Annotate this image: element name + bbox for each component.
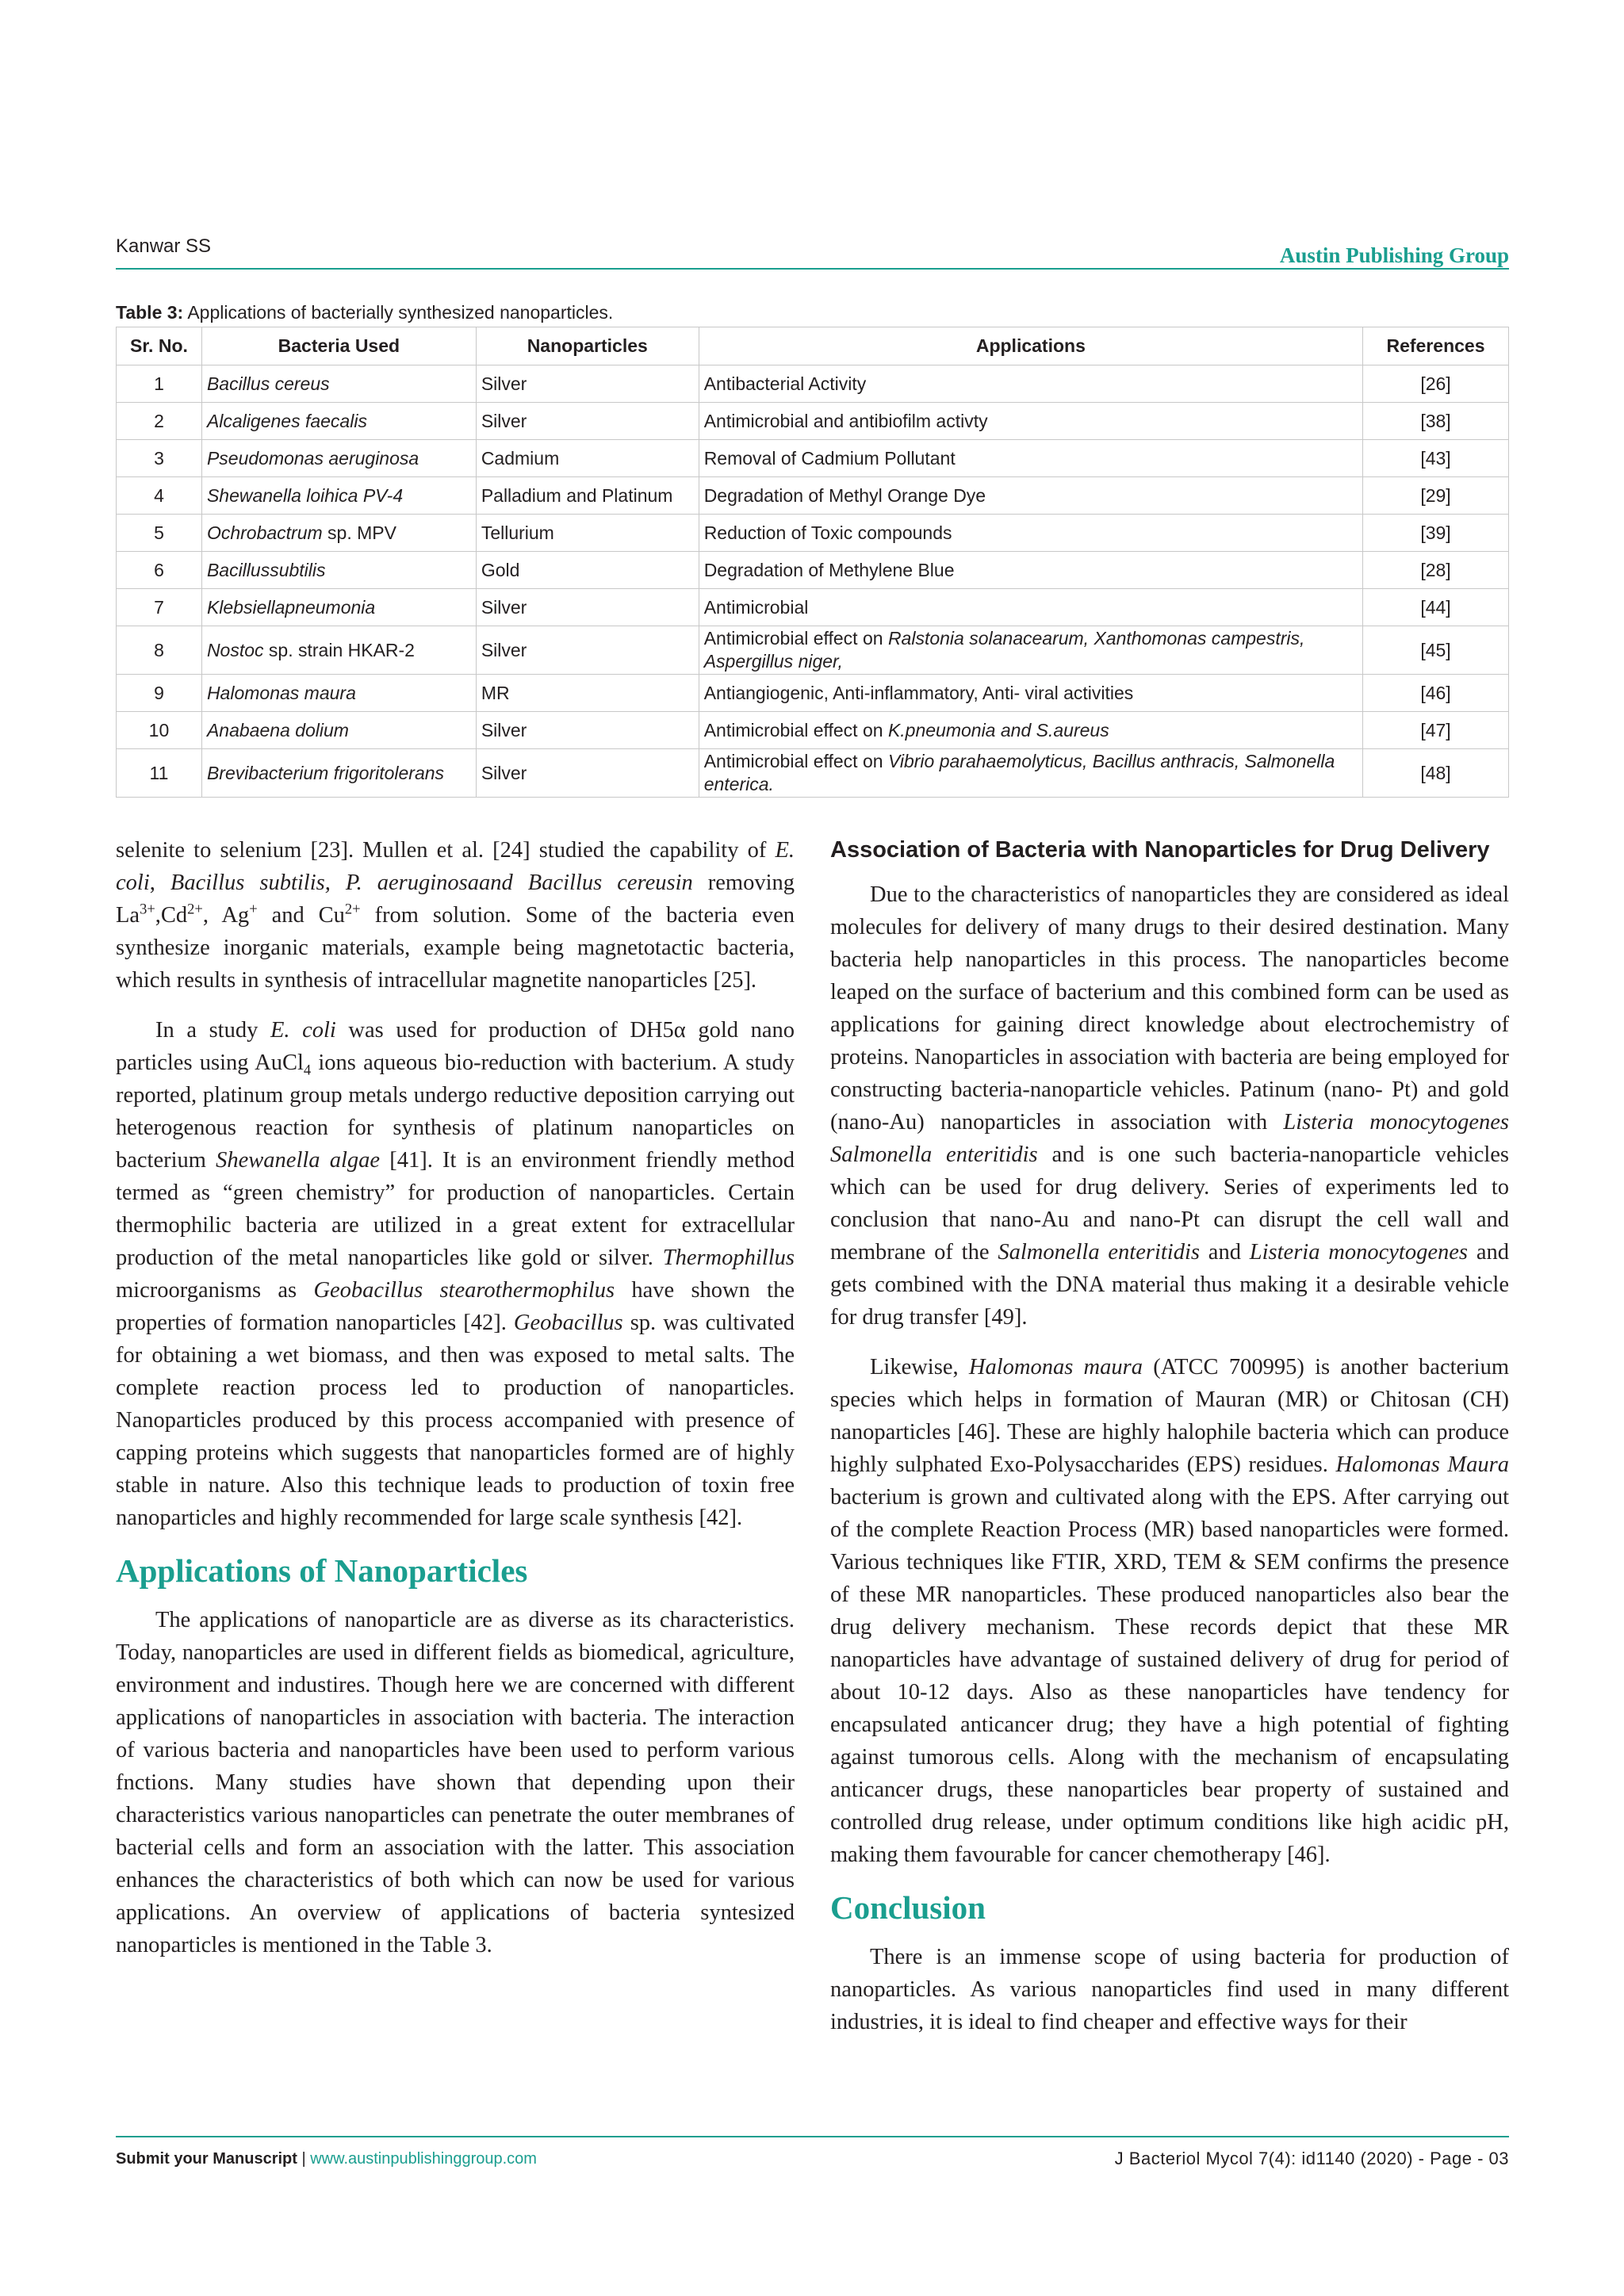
section-heading-drug-delivery: Association of Bacteria with Nanoparticles for Drug Delivery [830, 837, 1490, 863]
col-header-applications: Applications [699, 327, 1362, 365]
cell-sr: 1 [117, 365, 202, 403]
cell-bacteria [201, 749, 476, 798]
cell-nanoparticles: Silver [476, 749, 699, 798]
species-name: Halomonas Maura [1335, 1452, 1509, 1477]
cell-bacteria [201, 675, 476, 712]
application-text: Antimicrobial [703, 596, 809, 618]
cell-reference: [26] [1363, 365, 1509, 403]
table-row [117, 552, 1509, 589]
species-name: Bacillus subtilis, P. aeruginosaand Bacillus cereusin [170, 871, 693, 895]
cell-application [699, 675, 1362, 712]
text-run: bacterium is grown and cultivated along with the EPS. After carrying out of the complete Reaction Process (MR) based nanoparticles were formed. Various techniques like FTIR, XRD, TEM & SEM confirms the presence of these MR nanoparticles. These produced nanoparticles also bear the drug delivery mechanism. These records depict that these MR nanoparticles have advantage of sustained delivery of drug for period of about 10-12 days. Also as these nanoparticles have tendency for encapsulated anticancer drug; they have a high potential of fighting against tumorous cells. Along with the mechanism of encapsulating anticancer drugs, these nanoparticles bear property of sustained and controlled drug release, under optimum conditions like high acidic pH, making them favourable for cancer chemotherapy [46]. [830, 1485, 1509, 1867]
right-column [830, 834, 1509, 2038]
cell-sr: 9 [117, 675, 202, 712]
application-text: Removal of Cadmium Pollutant [703, 447, 956, 469]
cell-bacteria [201, 477, 476, 515]
application-organisms: Ralstonia solanacearum, Xanthomonas campestris, Aspergillus niger, [703, 628, 1305, 672]
bacteria-name: Brevibacterium frigoritolerans [206, 762, 445, 783]
bacteria-name: Klebsiellapneumonia [206, 596, 376, 618]
cell-application [699, 515, 1362, 552]
running-header-publisher: Austin Publishing Group [1279, 243, 1509, 267]
table-row [117, 626, 1509, 675]
text-run: In a study [155, 1018, 270, 1043]
application-text: Antimicrobial effect on [703, 628, 888, 649]
species-name: E. coli [116, 838, 795, 895]
text-run: was used for production of DH5α gold nano particles using AuCl [116, 1018, 795, 1075]
species-name: Halomonas maura [968, 1355, 1143, 1380]
cell-bacteria [201, 403, 476, 440]
cell-nanoparticles: Tellurium [476, 515, 699, 552]
text-run: and gets combined with the DNA material thus making it a desirable vehicle for drug transfer [49]. [830, 1240, 1509, 1330]
section-heading-conclusion: Conclusion [830, 1889, 986, 1926]
cell-bacteria [201, 626, 476, 675]
text-run: , [149, 871, 170, 895]
species-name: Listeria monocytogenes [1249, 1240, 1468, 1265]
cell-nanoparticles: MR [476, 675, 699, 712]
species-name: Geobacillus [513, 1311, 623, 1335]
bacteria-suffix: sp. strain HKAR-2 [263, 639, 415, 660]
col-header-references: References [1363, 327, 1509, 365]
cell-sr: 2 [117, 403, 202, 440]
table-row [117, 403, 1509, 440]
text-run: ions aqueous bio-reduction with bacterium. A study reported, platinum group metals undergo reductive deposition carrying out heterogenous reaction for synthesis of platinum nanoparticles on bacterium [116, 1050, 795, 1173]
section-heading-applications: Applications of Nanoparticles [116, 1552, 528, 1589]
header-rule [116, 268, 1509, 270]
species-name: E. coli [270, 1018, 336, 1043]
text-run: and is one such bacteria-nanoparticle vehicles which can be used for drug delivery. Series of experiments led to conclusion that nano-Au and nano-Pt can disrupt the cell wall and membrane of the [830, 1142, 1510, 1265]
applications-table [116, 327, 1509, 798]
cell-nanoparticles: Silver [476, 589, 699, 626]
bacteria-name: Bacillus cereus [206, 373, 330, 394]
table-row [117, 749, 1509, 798]
superscript: 3+ [140, 901, 155, 918]
table-row [117, 589, 1509, 626]
bacteria-name: Ochrobactrum [206, 522, 323, 543]
paragraph [830, 878, 1509, 1334]
text-run: , Ag [202, 903, 250, 928]
table-row [117, 675, 1509, 712]
application-text: Antibacterial Activity [703, 373, 867, 394]
application-organisms: K.pneumonia and S.aureus [887, 719, 1109, 740]
text-run: (ATCC 700995) is another bacterium species which helps in formation of Mauran (MR) or Chitosan (CH) nanoparticles [46]. These are highly halophile bacteria which can produce highly sulphated Exo-Polysaccharides (EPS) residues. [830, 1355, 1509, 1477]
cell-reference: [38] [1363, 403, 1509, 440]
cell-nanoparticles: Gold [476, 552, 699, 589]
text-run: selenite to selenium [23]. Mullen et al. [24] studied the capability of [116, 838, 776, 863]
text-run: have shown the properties of formation nanoparticles [42]. [116, 1278, 795, 1335]
cell-application [699, 403, 1362, 440]
cell-sr: 11 [117, 749, 202, 798]
col-header-nanoparticles: Nanoparticles [476, 327, 699, 365]
footer-submit-label: Submit your Manuscript [116, 2150, 297, 2168]
cell-application [699, 589, 1362, 626]
text-run: microorganisms as [116, 1278, 314, 1303]
table-row [117, 365, 1509, 403]
bacteria-name: Nostoc [206, 639, 264, 660]
text-run: ,Cd [155, 903, 188, 928]
cell-reference: [47] [1363, 712, 1509, 749]
cell-bacteria [201, 440, 476, 477]
cell-sr: 8 [117, 626, 202, 675]
footer-url-link[interactable]: www.austinpublishinggroup.com [310, 2150, 537, 2168]
cell-reference: [44] [1363, 589, 1509, 626]
table-caption-text: Applications of bacterially synthesized nanoparticles. [183, 302, 614, 323]
cell-nanoparticles: Silver [476, 365, 699, 403]
cell-reference: [28] [1363, 552, 1509, 589]
cell-bacteria [201, 365, 476, 403]
table-caption [116, 302, 613, 323]
bacteria-name: Shewanella loihica PV-4 [206, 484, 404, 506]
application-text: Reduction of Toxic compounds [703, 522, 952, 543]
cell-reference: [39] [1363, 515, 1509, 552]
bacteria-suffix: sp. MPV [322, 522, 396, 543]
cell-application [699, 477, 1362, 515]
footer-citation: J Bacteriol Mycol 7(4): id1140 (2020) - Page - 03 [1114, 2149, 1509, 2168]
footer-rule [116, 2136, 1509, 2137]
superscript: 2+ [344, 901, 361, 918]
paragraph [116, 834, 795, 997]
cell-bacteria [201, 712, 476, 749]
cell-bacteria [201, 515, 476, 552]
cell-reference: [48] [1363, 749, 1509, 798]
cell-reference: [43] [1363, 440, 1509, 477]
application-text: Antiangiogenic, Anti-inflammatory, Anti- viral activities [703, 682, 1134, 703]
text-run: sp. was cultivated for obtaining a wet biomass, and then was exposed to metal salts. The complete reaction process led to production of nanoparticles. Nanoparticles produced by this process accompanied with presence of capping proteins which suggests that nanoparticles formed are of highly stable in nature. Also this technique leads to production of toxin free nanoparticles and highly recommended for large scale synthesis [42]. [116, 1311, 795, 1530]
cell-nanoparticles: Silver [476, 712, 699, 749]
application-text: Antimicrobial effect on [703, 719, 888, 740]
cell-nanoparticles: Silver [476, 403, 699, 440]
cell-sr: 3 [117, 440, 202, 477]
application-text: Antimicrobial effect on [703, 751, 888, 771]
cell-nanoparticles: Cadmium [476, 440, 699, 477]
paragraph [116, 1014, 795, 1534]
cell-nanoparticles: Palladium and Platinum [476, 477, 699, 515]
bacteria-name: Anabaena dolium [206, 719, 349, 740]
text-run: and [1199, 1240, 1250, 1265]
species-name: Geobacillus stearothermophilus [313, 1278, 615, 1303]
species-name: Thermophillus [662, 1246, 795, 1270]
bacteria-name: Bacillussubtilis [206, 559, 326, 580]
cell-application [699, 552, 1362, 589]
application-text: Degradation of Methylene Blue [703, 559, 955, 580]
cell-sr: 10 [117, 712, 202, 749]
running-header-author: Kanwar SS [116, 235, 212, 257]
cell-sr: 4 [117, 477, 202, 515]
table-header-row [117, 327, 1509, 365]
cell-nanoparticles: Silver [476, 626, 699, 675]
cell-bacteria [201, 552, 476, 589]
bacteria-name: Pseudomonas aeruginosa [206, 447, 419, 469]
cell-application [699, 365, 1362, 403]
species-name: Salmonella enteritidis [998, 1240, 1200, 1265]
paragraph: There is an immense scope of using bacteria for production of nanoparticles. As various nanoparticles find used in many different industries, it is ideal to find cheaper and effective ways for their [830, 1945, 1509, 2034]
application-text: Antimicrobial and antibiofilm activty [703, 410, 988, 431]
cell-sr: 6 [117, 552, 202, 589]
cell-application [699, 712, 1362, 749]
table-row [117, 515, 1509, 552]
text-run: [41]. It is an environment friendly method termed as “green chemistry” for production of nanoparticles. Certain thermophilic bacteria are utilized in a great extent for extracellular production of the metal nanoparticles like gold or silver. [116, 1148, 795, 1270]
text-run: and Cu [257, 903, 345, 928]
left-column [116, 834, 795, 1961]
cell-reference: [45] [1363, 626, 1509, 675]
superscript: + [249, 901, 258, 918]
cell-application [699, 626, 1362, 675]
bacteria-name: Halomonas maura [206, 682, 356, 703]
footer-submit [116, 2150, 537, 2168]
cell-sr: 7 [117, 589, 202, 626]
col-header-sr: Sr. No. [117, 327, 202, 365]
footer-separator: | [297, 2150, 311, 2168]
paragraph: The applications of nanoparticle are as diverse as its characteristics. Today, nanoparticles are used in different fields as biomedical, agriculture, environment and industires. Though here we are concerned with different applications of nanoparticles in association with bacteria. The interaction of various bacteria and nanoparticles have been used to perform various fnctions. Many studies have shown that depending upon their characteristics various nanoparticles can penetrate the outer membranes of bacterial cells and form an association with the latter. This association enhances the characteristics of both which can now be used for various applications. An overview of applications of bacteria syntesized nanoparticles is mentioned in the Table 3. [116, 1608, 795, 1957]
species-name: Shewanella algae [216, 1148, 381, 1173]
table-row [117, 477, 1509, 515]
table-caption-label: Table 3: [116, 302, 184, 323]
col-header-bacteria: Bacteria Used [201, 327, 476, 365]
text-run: from solution. Some of the bacteria even synthesize inorganic materials, example being magnetotactic bacteria, which results in synthesis of intracellular magnetite nanoparticles [25]. [116, 903, 795, 993]
application-organisms: Vibrio parahaemolyticus, Bacillus anthracis, Salmonella enterica. [703, 751, 1335, 794]
cell-bacteria [201, 589, 476, 626]
bacteria-name: Alcaligenes faecalis [206, 410, 367, 431]
table-row [117, 440, 1509, 477]
cell-application [699, 440, 1362, 477]
cell-reference: [29] [1363, 477, 1509, 515]
table-row [117, 712, 1509, 749]
superscript: 2+ [187, 901, 203, 918]
cell-reference: [46] [1363, 675, 1509, 712]
paragraph [830, 1351, 1509, 1871]
subscript: 4 [303, 1062, 312, 1079]
species-name: Listeria monocytogenes Salmonella enteritidis [830, 1110, 1509, 1167]
text-run: removing La [116, 871, 795, 928]
text-run: Due to the characteristics of nanoparticles they are considered as ideal molecules for delivery of many drugs to their desired destination. Many bacteria help nanoparticles in this process. The nanoparticles become leaped on the surface of bacterium and this combined form can be used as applications for gaining direct knowledge about electrochemistry of proteins. Nanoparticles in association with bacteria are being employed for constructing bacteria-nanoparticle vehicles. Patinum (nano- Pt) and gold (nano-Au) nanoparticles in association with [830, 882, 1509, 1135]
cell-sr: 5 [117, 515, 202, 552]
text-run: Likewise, [870, 1355, 969, 1380]
cell-application [699, 749, 1362, 798]
application-text: Degradation of Methyl Orange Dye [703, 484, 986, 506]
